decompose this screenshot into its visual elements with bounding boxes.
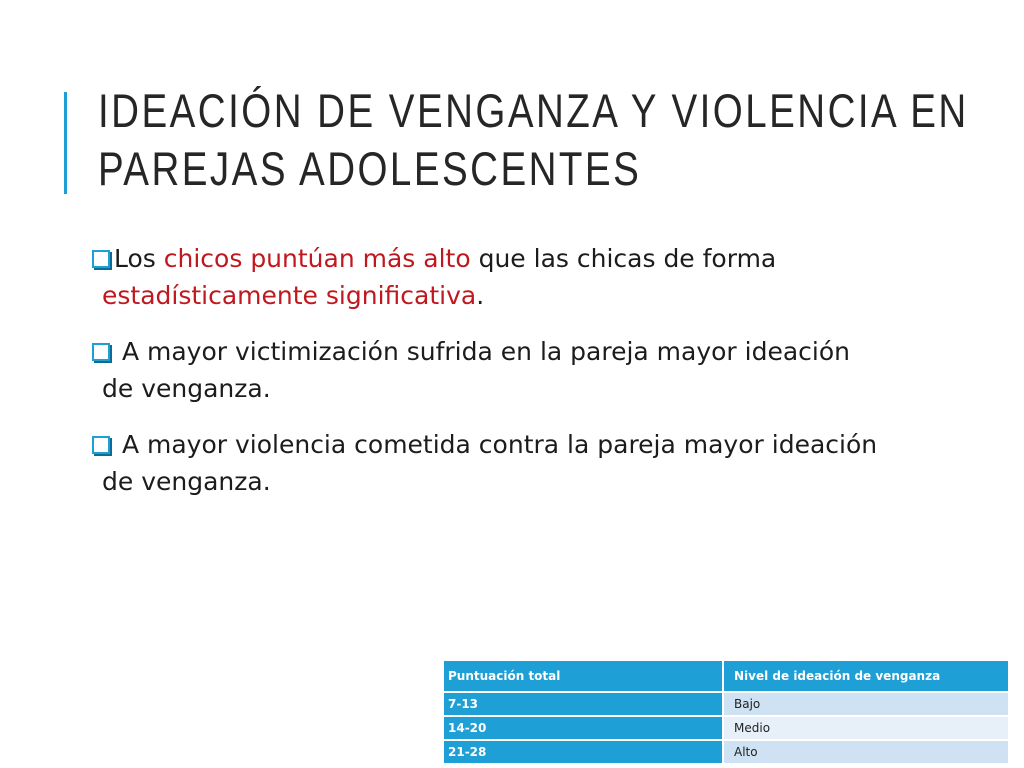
checkbox-bullet-icon (92, 343, 110, 361)
bullet-1-line-2 (102, 277, 992, 314)
column-header-score: Puntuación total (443, 660, 723, 692)
bullet-2-text-a: A mayor victimización sufrida en la pareja mayor ideación (114, 337, 850, 366)
slide-title (98, 82, 969, 198)
level-cell: Bajo (723, 692, 1009, 716)
bullet-1-text-a: Los (114, 244, 164, 273)
level-cell: Medio (723, 716, 1009, 740)
slide-title-line-1: IDEACIÓN DE VENGANZA Y VIOLENCIA EN (98, 84, 969, 137)
score-cell: 7-13 (443, 692, 723, 716)
score-table (442, 659, 1010, 765)
title-accent-bar (64, 92, 67, 194)
score-cell: 21-28 (443, 740, 723, 764)
bullet-3-line-1 (102, 426, 992, 463)
score-cell: 14-20 (443, 716, 723, 740)
bullet-3-text-a: A mayor violencia cometida contra la pareja mayor ideación (114, 430, 878, 459)
bullet-1-line-1 (102, 240, 992, 277)
score-table-container (442, 659, 1010, 765)
bullet-2-line-1 (102, 333, 992, 370)
table-row (443, 740, 1009, 764)
bullet-item-3 (92, 426, 992, 500)
checkbox-bullet-icon (92, 250, 110, 268)
bullet-1-text-b: que las chicas de forma (470, 244, 777, 273)
table-row (443, 692, 1009, 716)
slide-title-line-2: PAREJAS ADOLESCENTES (98, 142, 642, 195)
table-header-row (443, 660, 1009, 692)
checkbox-bullet-icon (92, 436, 110, 454)
column-header-level: Nivel de ideación de venganza (723, 660, 1009, 692)
bullet-2-line-2: de venganza. (102, 374, 271, 403)
bullet-3-line-2: de venganza. (102, 467, 271, 496)
bullet-1-highlight-a: chicos puntúan más alto (163, 244, 471, 273)
bullet-1-highlight-b: estadísticamente significativa (102, 281, 477, 310)
bullet-1-text-c: . (476, 281, 485, 310)
bullet-list (92, 240, 992, 519)
table-row (443, 716, 1009, 740)
bullet-item-2 (92, 333, 992, 407)
bullet-item-1 (92, 240, 992, 314)
level-cell: Alto (723, 740, 1009, 764)
